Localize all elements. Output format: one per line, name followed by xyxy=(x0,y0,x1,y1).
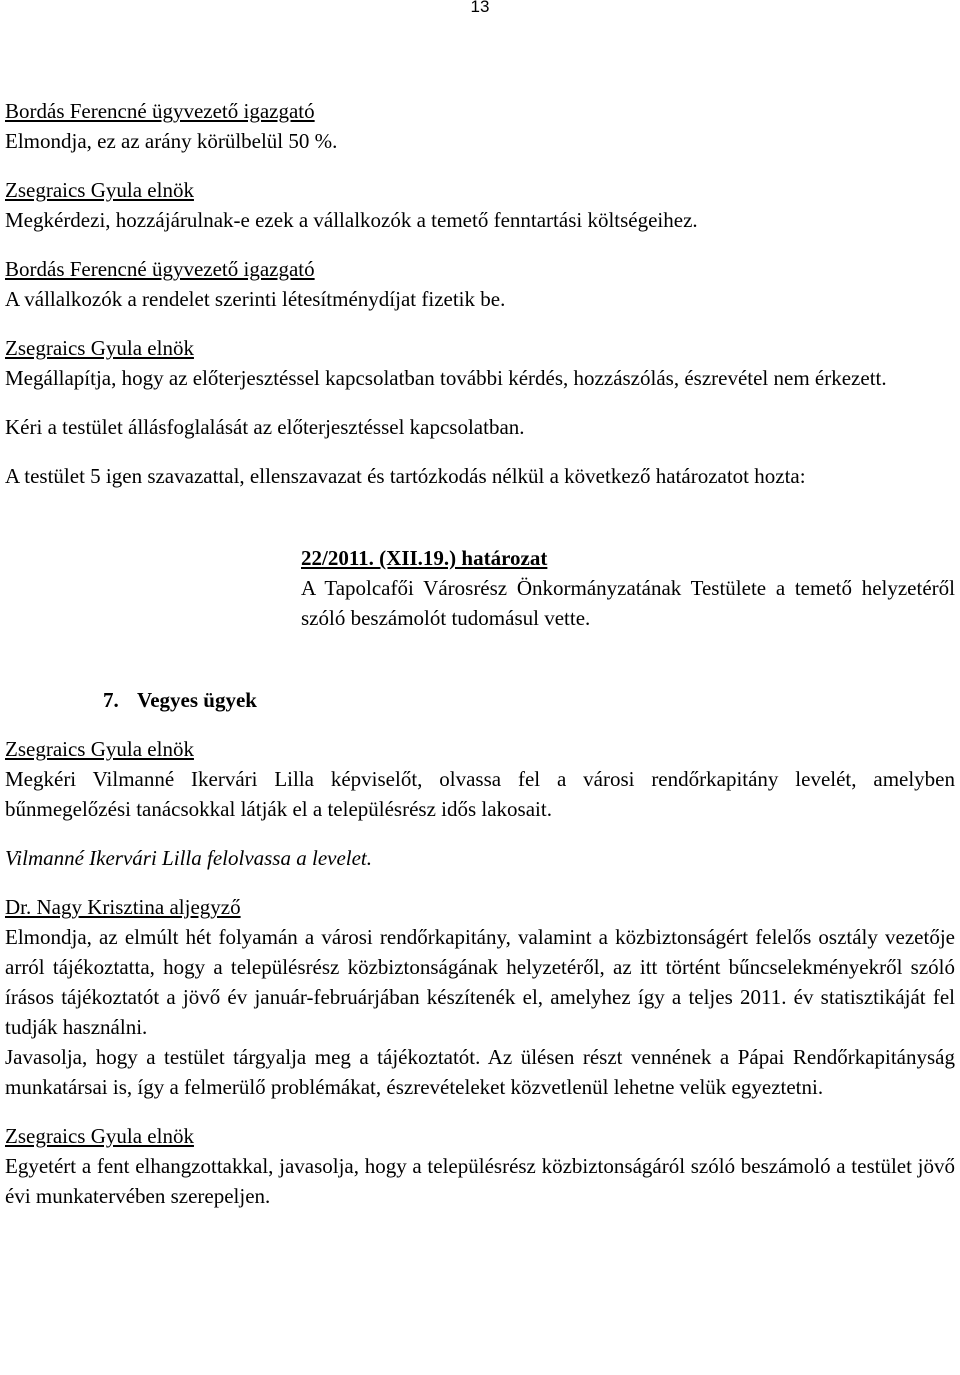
speaker-name: Zsegraics Gyula elnök xyxy=(5,178,194,202)
speaker-name: Zsegraics Gyula elnök xyxy=(5,336,194,360)
statement-block xyxy=(5,254,955,314)
statement-text: Megkéri Vilmanné Ikervári Lilla képviselőt, olvassa fel a városi rendőrkapitány levelét, amelyben bűnmegelőzési tanácsokkal látják el a településrész idős lakosait. xyxy=(5,767,955,821)
statement-block xyxy=(5,333,955,393)
statement-text: Elmondja, az elmúlt hét folyamán a városi rendőrkapitány, valamint a közbiztonságért felelős osztály vezetője arról tájékoztatta, hogy a településrész közbiztonságának helyzetéről, az itt történt bűncselekményekről szóló írásos tájékoztatót a jövő év január-februárjában készítenék el, amelyhez így a teljes 2011. év statisztikáját fel tudják használni. xyxy=(5,925,955,1039)
speaker-name: Zsegraics Gyula elnök xyxy=(5,737,194,761)
section-title: Vegyes ügyek xyxy=(137,688,257,712)
statement-text: Javasolja, hogy a testület tárgyalja meg a tájékoztatót. Az ülésen részt vennének a Pápai Rendőrkapitányság munkatársai is, így a felmerülő problémákat, észrevételeket közvetlenül lehetne velük egyeztetni. xyxy=(5,1045,955,1099)
statement-block xyxy=(5,1121,955,1211)
statement-text: Elmondja, ez az arány körülbelül 50 %. xyxy=(5,129,338,153)
speaker-name: Zsegraics Gyula elnök xyxy=(5,1124,194,1148)
statement-block xyxy=(5,175,955,235)
section-number: 7. xyxy=(103,688,119,712)
statement-block xyxy=(5,892,955,1102)
request-text: Kéri a testület állásfoglalását az előterjesztéssel kapcsolatban. xyxy=(5,415,525,439)
speaker-name: Bordás Ferencné ügyvezető igazgató xyxy=(5,99,315,123)
speaker-name: Dr. Nagy Krisztina aljegyző xyxy=(5,895,241,919)
statement-block xyxy=(5,96,955,156)
vote-text: A testület 5 igen szavazattal, ellenszavazat és tartózkodás nélkül a következő határozatot hozta: xyxy=(5,464,806,488)
resolution-block xyxy=(301,543,955,633)
minutes-body xyxy=(5,96,955,1211)
statement-text: A vállalkozók a rendelet szerinti létesítménydíjat fizetik be. xyxy=(5,287,506,311)
resolution-title: 22/2011. (XII.19.) határozat xyxy=(301,546,548,570)
statement-text: Megállapítja, hogy az előterjesztéssel kapcsolatban további kérdés, hozzászólás, észrevétel nem érkezett. xyxy=(5,366,887,390)
section-heading xyxy=(103,685,955,715)
statement-block xyxy=(5,734,955,824)
statement-text: Egyetért a fent elhangzottakkal, javasolja, hogy a településrész közbiztonságáról szóló beszámoló a testület jövő évi munkatervében szerepeljen. xyxy=(5,1154,955,1208)
reading-note-text: Vilmanné Ikervári Lilla felolvassa a levelet. xyxy=(5,846,373,870)
reading-note xyxy=(5,843,955,873)
statement-text: Megkérdezi, hozzájárulnak-e ezek a vállalkozók a temető fenntartási költségeihez. xyxy=(5,208,698,232)
speaker-name: Bordás Ferencné ügyvezető igazgató xyxy=(5,257,315,281)
resolution-text: A Tapolcafői Városrész Önkormányzatának Testülete a temető helyzetéről szóló beszámolót tudomásul vette. xyxy=(301,576,955,630)
page-number: 13 xyxy=(470,0,490,16)
